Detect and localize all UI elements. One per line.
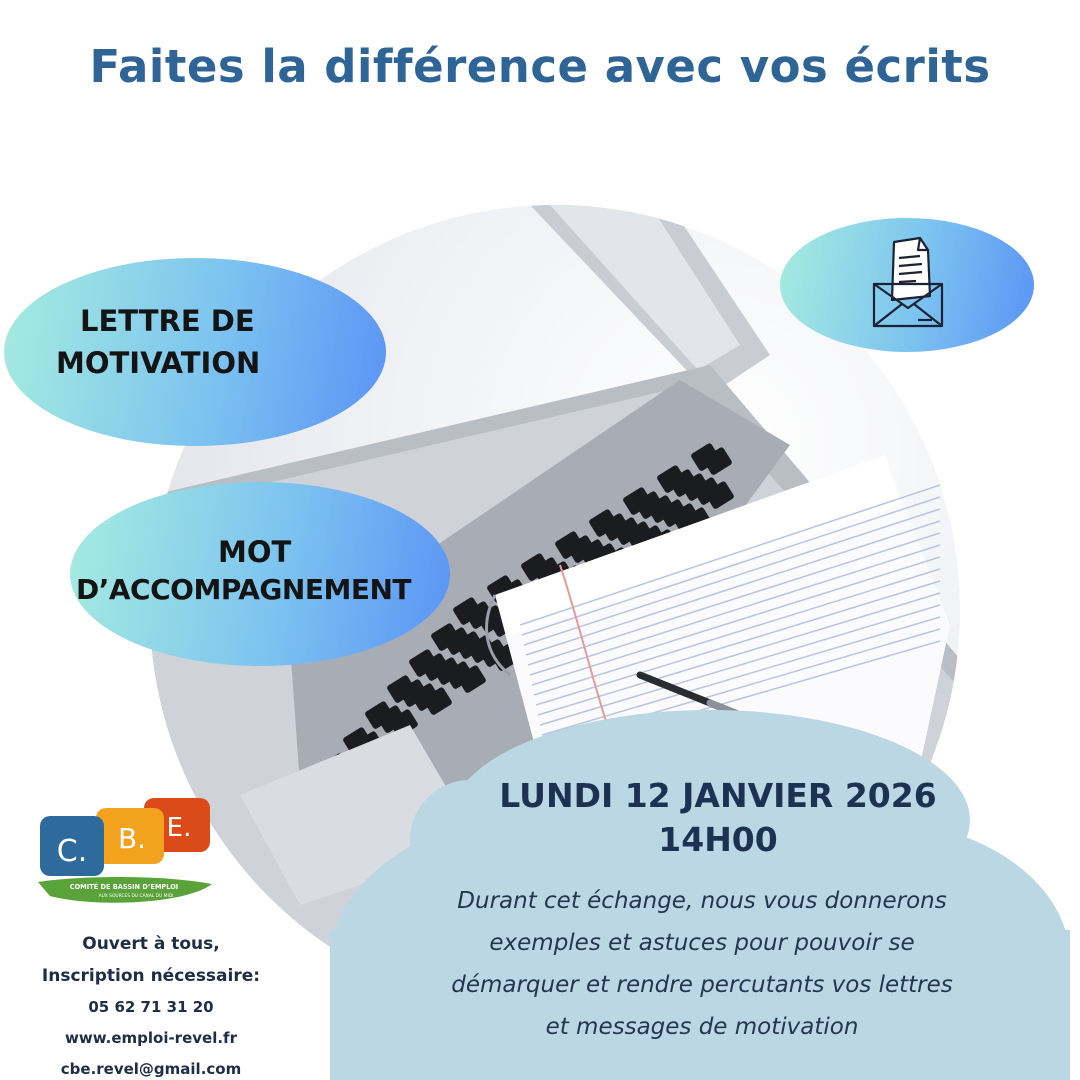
logo-letter-e: E.: [166, 813, 192, 843]
poster-title: Faites la différence avec vos écrits: [89, 40, 991, 93]
contact-website[interactable]: www.emploi-revel.fr: [65, 1029, 237, 1047]
description-line: démarquer et rendre percutants vos lettres: [451, 972, 953, 998]
logo-letter-c: C.: [56, 834, 88, 869]
contact-block: [20, 928, 282, 1080]
contact-phone[interactable]: 05 62 71 31 20: [88, 998, 214, 1016]
event-datetime: [458, 774, 978, 862]
lettre-line-1: LETTRE DE: [80, 304, 255, 338]
mot-line-1: MOT: [218, 535, 292, 569]
contact-line-1: Ouvert à tous,: [82, 934, 220, 954]
event-description: [412, 880, 992, 1048]
event-time: 14H00: [658, 820, 778, 859]
description-line: exemples et astuces pour pouvoir se: [489, 930, 915, 956]
logo-tagline: AUX SOURCES DU CANAL DU MIDI: [98, 894, 174, 899]
contact-line-2: Inscription nécessaire:: [41, 966, 261, 986]
description-line: et messages de motivation: [545, 1014, 859, 1040]
lettre-line-2: MOTIVATION: [56, 346, 261, 380]
mot-line-2: D’ACCOMPAGNEMENT: [76, 573, 411, 606]
contact-email[interactable]: cbe.revel@gmail.com: [60, 1060, 242, 1078]
logo-name: COMITÉ DE BASSIN D’EMPLOI: [69, 883, 179, 891]
logo-letter-b: B.: [117, 822, 147, 855]
cbe-logo: [36, 796, 216, 911]
event-date: LUNDI 12 JANVIER 2026: [499, 776, 937, 815]
description-line: Durant cet échange, nous vous donnerons: [457, 888, 947, 914]
